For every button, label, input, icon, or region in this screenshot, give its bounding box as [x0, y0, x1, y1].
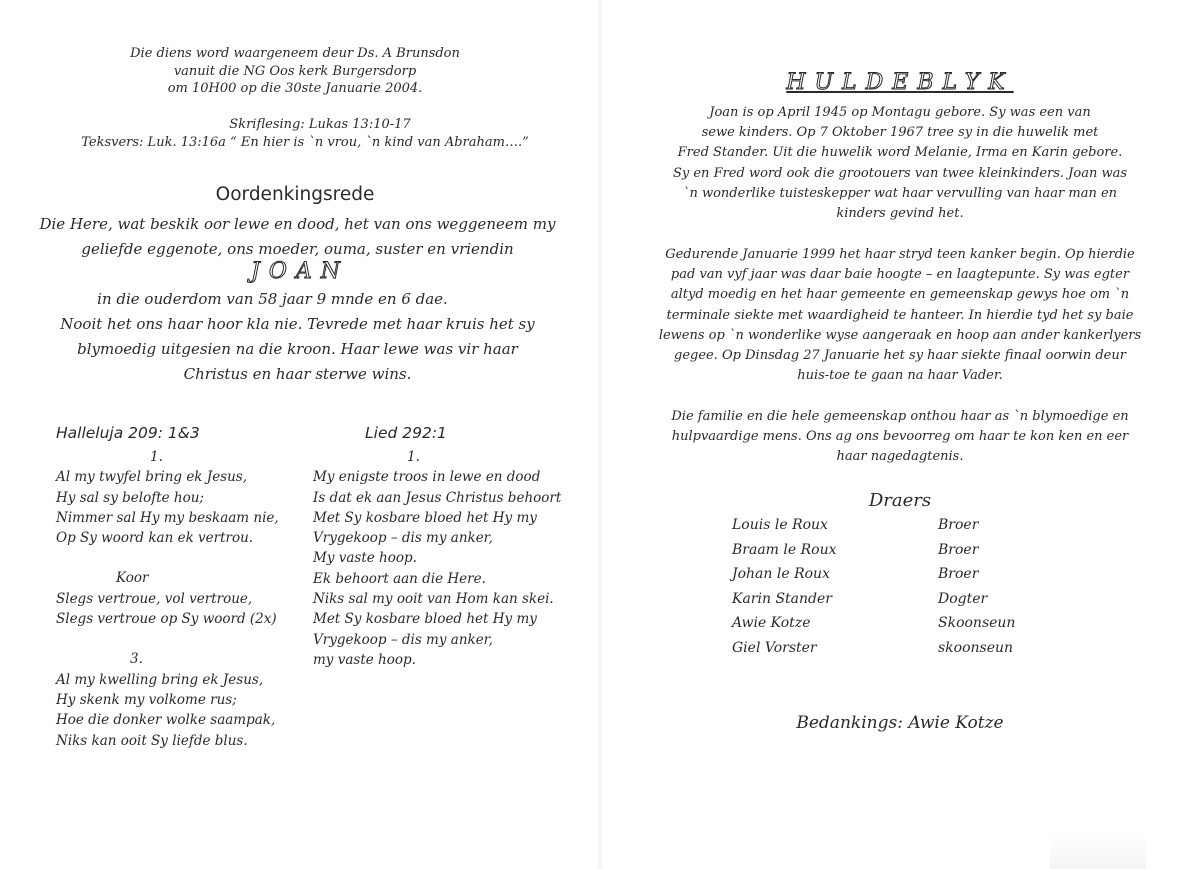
pallbearer-name: Braam le Roux [732, 541, 837, 558]
meditation-title: Oordenkingsrede [215, 184, 375, 205]
meditation-line: Nooit het ons haar hoor kla nie. Tevrede met haar kruis het sy [60, 315, 535, 333]
pallbearer-relation: skoonseun [938, 639, 1014, 656]
hymn-line: my vaste hoop. [313, 651, 416, 668]
thanks-line: Bedankings: Awie Kotze [796, 713, 1004, 733]
tribute-line: Sy en Fred word ook die grootouers van twee kleinkinders. Joan was [672, 165, 1128, 181]
scan-edge-shadow [1050, 833, 1146, 869]
hymn-line: Is dat ek aan Jesus Christus behoort [313, 489, 562, 506]
hymn2-title: Lied 292:1 [365, 424, 447, 442]
hymn-line: Niks sal my ooit van Hom kan skei. [313, 591, 554, 608]
hymn2-verse-number: 1. [407, 449, 420, 465]
pallbearer-name: Giel Vorster [732, 639, 817, 656]
hymn-line: Ek behoort aan die Here. [313, 570, 486, 587]
hymn-line: Nimmer sal Hy my beskaam nie, [56, 509, 279, 526]
pallbearer-relation: Broer [938, 541, 979, 558]
meditation-line: blymoedig uitgesien na die kroon. Haar lewe was vir haar [77, 340, 518, 358]
tribute-line: terminale siekte met waardigheid te hanteer. In hierdie tyd het sy baie [666, 307, 1134, 323]
tribute-paragraph-2 [630, 245, 1170, 386]
tribute-line: kinders gevind het. [836, 206, 964, 222]
hymn-line: Slegs vertroue, vol vertroue, [56, 590, 253, 607]
hymn2-body [313, 447, 575, 670]
service-line: om 10H00 op die 30ste Januarie 2004. [167, 81, 423, 96]
tribute-line: Joan is op April 1945 op Montagu gebore. Sy was een van [709, 105, 1091, 120]
pallbearer-relation: Broer [938, 566, 979, 582]
hymn1-title: Halleluja 209: 1&3 [56, 424, 200, 442]
hymn-line: Vrygekoop – dis my anker, [313, 530, 493, 547]
hymn1-body [56, 447, 306, 751]
meditation-line: Christus en haar sterwe wins. [183, 365, 412, 383]
meditation-closing [15, 287, 580, 387]
deceased-name: JOAN [251, 259, 349, 284]
hymn-line: Op Sy woord kan ek vertrou. [56, 530, 254, 547]
pallbearer-name: Karin Stander [732, 590, 832, 607]
tribute-paragraph-3 [640, 407, 1160, 468]
tribute-line: hulpvaardige mens. Ons ag ons bevoorreg om haar te kon ken en eer [671, 429, 1129, 445]
scripture-reading: Skriflesing: Lukas 13:10-17 [229, 117, 411, 132]
tribute-line: haar nagedagtenis. [836, 449, 964, 465]
pallbearer-name: Johan le Roux [732, 566, 830, 582]
pallbearers-names [732, 513, 922, 660]
hymn-line: Al my twyfel bring ek Jesus, [56, 469, 248, 486]
tribute-line: pad van vyf jaar was daar baie hoogte – en laagtepunte. Sy was egter [670, 267, 1130, 283]
scripture-info [40, 116, 570, 151]
pallbearer-name: Louis le Roux [732, 517, 828, 533]
text-verse: Teksvers: Luk. 13:16a “ En hier is `n vrou, `n kind van Abraham….” [81, 134, 529, 150]
hymn-line: My enigste troos in lewe en dood [313, 469, 541, 486]
hymn-line: Met Sy kosbare bloed het Hy my [313, 509, 537, 526]
meditation-intro [15, 212, 580, 262]
tribute-line: Gedurende Januarie 1999 het haar stryd teen kanker begin. Op hierdie [665, 247, 1135, 262]
right-page [600, 0, 1200, 869]
pallbearer-relation: Dogter [938, 590, 988, 607]
tribute-paragraph-1 [640, 103, 1160, 224]
service-info [80, 45, 510, 98]
tribute-line: sewe kinders. Op 7 Oktober 1967 tree sy in die huwelik met [701, 125, 1099, 141]
meditation-line: geliefde eggenote, ons moeder, ouma, suster en vriendin [81, 240, 514, 258]
tribute-line: gegee. Op Dinsdag 27 Januarie het sy haar siekte finaal oorwin deur [674, 348, 1126, 364]
hymn-line: Vrygekoop – dis my anker, [313, 631, 493, 648]
hymn-line: Met Sy kosbare bloed het Hy my [313, 611, 537, 628]
pallbearer-name: Awie Kotze [732, 615, 811, 631]
pallbearers-title: Draers [868, 490, 932, 511]
pallbearer-relation: Broer [938, 517, 979, 533]
hymn-line: Hy skenk my volkome rus; [56, 691, 237, 708]
hymn1-chorus-label: Koor [116, 570, 149, 587]
hymn1-verse-number: 3. [130, 651, 143, 668]
service-line: Die diens word waargeneem deur Ds. A Brunsdon [130, 46, 460, 61]
hymn1-verse-number: 1. [150, 449, 163, 465]
tribute-line: `n wonderlike tuisteskepper wat haar vervulling van haar man en [682, 185, 1118, 201]
hymn-line: Hy sal sy belofte hou; [56, 489, 204, 506]
age-line: in die ouderdom van 58 jaar 9 mnde en 6 dae. [97, 290, 448, 308]
hymn-line: Niks kan ooit Sy liefde blus. [56, 732, 248, 749]
hymn-line: Slegs vertroue op Sy woord (2x) [56, 611, 277, 628]
pallbearer-relation: Skoonseun [938, 615, 1016, 631]
hymn-line: Hoe die donker wolke saampak, [56, 712, 276, 729]
tribute-line: altyd moedig en het haar gemeente en gemeenskap gewys hoe om `n [670, 287, 1130, 303]
tribute-line: Fred Stander. Uit die huwelik word Melanie, Irma en Karin gebore. [677, 145, 1123, 161]
hymn-line: My vaste hoop. [313, 550, 417, 567]
tribute-title: HULDEBLYK [786, 70, 1014, 95]
tribute-line: lewens op `n wonderlike wyse aangeraak en hoop aan ander kankerlyers [658, 327, 1142, 343]
hymn-line: Al my kwelling bring ek Jesus, [56, 671, 264, 688]
tribute-line: Die familie en die hele gemeenskap onthou haar as `n blymoedige en [671, 409, 1129, 424]
pallbearers-relations [938, 513, 1058, 660]
service-line: vanuit die NG Oos kerk Burgersdorp [173, 63, 417, 79]
tribute-line: huis-toe te gaan na haar Vader. [797, 368, 1003, 384]
meditation-line: Die Here, wat beskik oor lewe en dood, het van ons weggeneem my [39, 215, 556, 233]
